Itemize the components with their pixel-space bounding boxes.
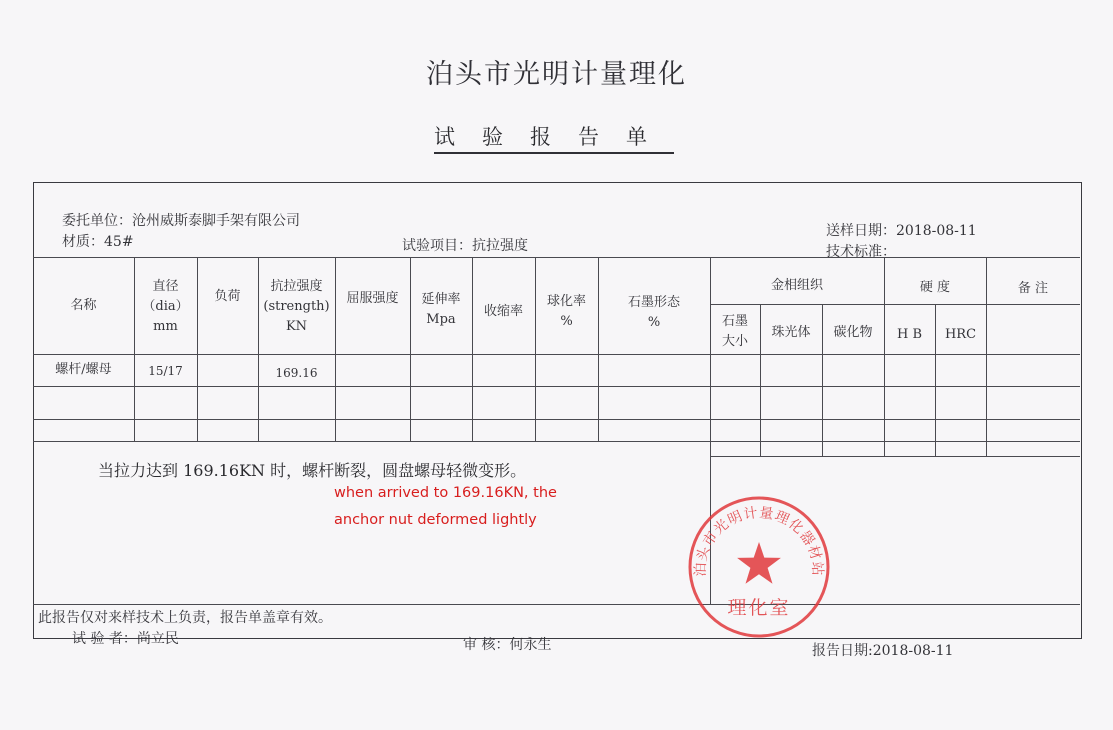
col-line-5: [410, 257, 411, 441]
svg-text:泊头市光明计量理化器材站: 泊头市光明计量理化器材站: [692, 505, 826, 577]
report-frame: [33, 182, 1082, 639]
header-diameter: [134, 277, 197, 337]
col-line-2: [197, 257, 198, 441]
header-graphite-size-line1: 石墨: [721, 314, 748, 329]
col-line-6: [472, 257, 473, 441]
official-seal: [686, 494, 832, 640]
col-line-8: [598, 257, 599, 441]
client-value: 沧州威斯泰脚手架有限公司: [132, 213, 300, 229]
svg-text:理化室: 理化室: [727, 597, 791, 619]
header-graphite-form-line2: %: [647, 315, 661, 330]
header-pearlite: 珠光体: [771, 325, 811, 340]
row-line-1: [33, 386, 1080, 387]
tech-standard-label: 技术标准：: [826, 244, 896, 260]
header-spheroidization: [535, 292, 598, 332]
client-field: [62, 210, 300, 230]
header-spheroidization-line1: 球化率: [546, 294, 586, 309]
header-reduction: 收缩率: [483, 304, 523, 319]
header-metallography: 金相组织: [770, 278, 823, 293]
material-value: 45#: [104, 234, 134, 250]
sample-date-value: 2018-08-11: [896, 223, 977, 239]
header-name: 名称: [70, 298, 97, 313]
header-graphite-form-line1: 石墨形态: [627, 295, 680, 310]
row-name: 螺杆/螺母: [55, 362, 112, 377]
disclaimer: 此报告仅对来样技术上负责，报告单盖章有效。: [38, 610, 332, 626]
report-title: 试验报告单: [434, 124, 674, 154]
row-diameter: 15/17: [148, 364, 183, 378]
test-item-value: 抗拉强度: [472, 238, 528, 254]
table-top-line: [33, 257, 1080, 258]
header-hrc: HRC: [944, 327, 977, 342]
header-elongation-line2: Mpa: [426, 312, 456, 327]
tech-standard-field: [826, 241, 896, 261]
reviewer-field: [463, 634, 551, 654]
disclaimer-top-line: [33, 604, 1080, 605]
header-graphite-size: [710, 312, 760, 352]
header-strength-line2: (strength): [263, 299, 330, 314]
tester-name: 尚立民: [136, 631, 179, 647]
header-load: 负荷: [214, 289, 241, 304]
row-line-2: [33, 419, 1080, 420]
report-date-value: 2018-08-11: [872, 643, 954, 659]
material-field: [62, 231, 134, 251]
result-english-line2: anchor nut deformed lightly: [334, 512, 537, 528]
header-diameter-line3: mm: [153, 319, 178, 334]
header-remarks: 备 注: [1017, 281, 1049, 296]
header-graphite-size-line2: 大小: [721, 334, 748, 349]
header-hb: H B: [896, 327, 923, 342]
col-line-4: [335, 257, 336, 441]
header-strength-line3: KN: [285, 319, 308, 334]
client-label: 委托单位：: [62, 213, 132, 229]
test-item-label: 试验项目：: [402, 238, 472, 254]
header-elongation: [410, 290, 472, 330]
result-box-top: [710, 456, 1080, 457]
report-date-label: 报告日期:: [812, 643, 873, 659]
header-graphite-form: [598, 293, 710, 333]
header-diameter-line2: （dia）: [142, 299, 189, 314]
result-english-line1: when arrived to 169.16KN, the: [334, 485, 557, 501]
row-strength: 169.16: [275, 366, 318, 380]
header-bottom-line: [33, 354, 1080, 355]
tester-label: 试 验 者：: [72, 631, 137, 647]
tester-field: [72, 628, 179, 648]
row-line-3: [33, 441, 1080, 442]
sample-date-field: [826, 220, 977, 240]
header-strength-line1: 抗拉强度: [270, 279, 323, 294]
header-elongation-line1: 延伸率: [421, 292, 461, 307]
col-line-7: [535, 257, 536, 441]
seal-star-icon: [737, 542, 781, 584]
header-yield: 屈服强度: [346, 291, 399, 306]
header-carbide: 碳化物: [833, 325, 873, 340]
header-strength: [258, 277, 335, 337]
test-item-field: [402, 235, 528, 255]
reviewer-name: 何永生: [509, 637, 552, 653]
reviewer-label: 审 核：: [463, 637, 510, 653]
subheader-line: [710, 304, 1080, 305]
company-title: 泊头市光明计量理化: [426, 59, 687, 90]
sample-date-label: 送样日期：: [826, 223, 896, 239]
header-diameter-line1: 直径: [152, 279, 179, 294]
header-spheroidization-line2: %: [560, 314, 573, 329]
material-label: 材质：: [62, 234, 104, 250]
report-date-field: [812, 640, 953, 660]
header-hardness: 硬 度: [919, 280, 951, 295]
result-chinese: 当拉力达到 169.16KN 时，螺杆断裂，圆盘螺母轻微变形。: [98, 461, 527, 480]
